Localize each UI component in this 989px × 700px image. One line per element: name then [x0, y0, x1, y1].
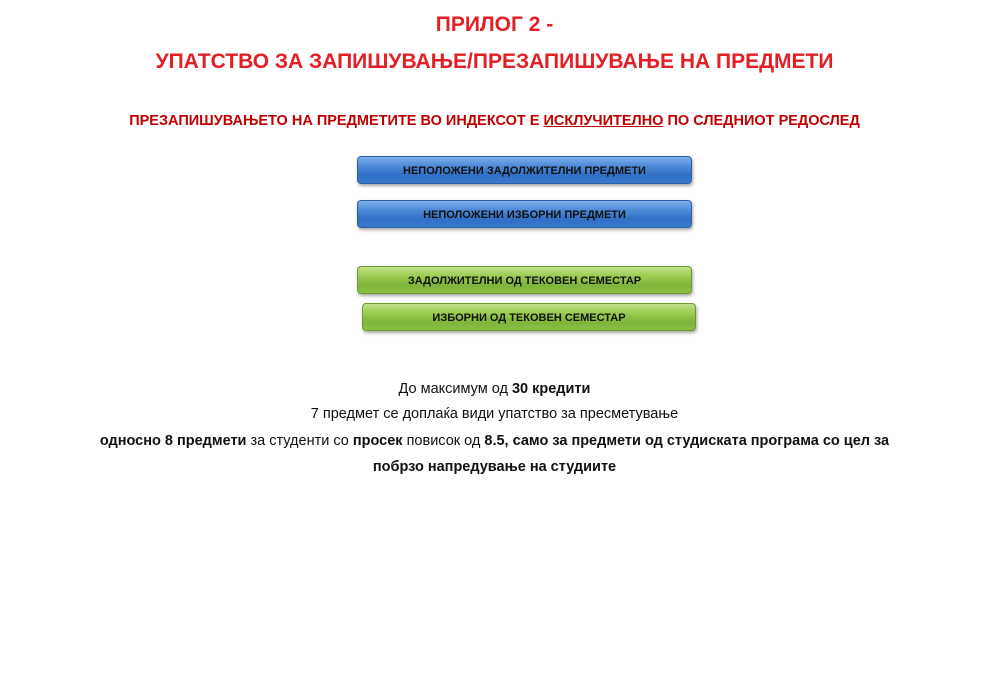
order-subtitle	[0, 111, 989, 131]
gpa-rule-threshold: 8.5, само за предмети од студиската програма со цел за	[484, 433, 890, 449]
gpa-rule-continuation	[20, 454, 969, 480]
order-step-failed-elective: НЕПОЛОЖЕНИ ИЗБОРНИ ПРЕДМЕТИ	[357, 200, 692, 228]
extra-subject-line: 7 предмет се доплаќа види упатство за пресметување	[310, 406, 679, 422]
instructions-title: УПАТСТВО ЗА ЗАПИШУВАЊЕ/ПРЕЗАПИШУВАЊЕ НА ПРЕДМЕТИ	[155, 50, 834, 73]
credits-limit-line	[20, 376, 969, 402]
subtitle-after: ПО СЛЕДНИОТ РЕДОСЛЕД	[663, 113, 860, 129]
gpa-rule-keyword: просек	[352, 433, 403, 449]
gpa-rule-count: односно 8 предмети	[99, 433, 247, 449]
subtitle-underlined: ИСКЛУЧИТЕЛНО	[543, 113, 664, 129]
credits-limit-prefix: До максимум од	[398, 381, 512, 397]
order-step-failed-mandatory: НЕПОЛОЖЕНИ ЗАДОЛЖИТЕЛНИ ПРЕДМЕТИ	[357, 156, 692, 184]
gpa-rule-text-2: повисок од	[402, 433, 485, 449]
credits-limit-value: 30 кредити	[511, 381, 591, 397]
appendix-title: ПРИЛОГ 2 -	[435, 13, 554, 36]
gpa-rule-line	[20, 428, 969, 454]
order-step-current-elective: ИЗБОРНИ ОД ТЕКОВЕН СЕМЕСТАР	[362, 303, 696, 331]
order-step-current-mandatory: ЗАДОЛЖИТЕЛНИ ОД ТЕКОВЕН СЕМЕСТАР	[357, 266, 692, 294]
gpa-rule-text-1: за студенти со	[246, 433, 353, 449]
gpa-rule-purpose: побрзо напредување на студиите	[372, 459, 617, 475]
subtitle-before: ПРЕЗАПИШУВАЊЕТО НА ПРЕДМЕТИТЕ ВО ИНДЕКСОТ Е	[129, 113, 544, 129]
